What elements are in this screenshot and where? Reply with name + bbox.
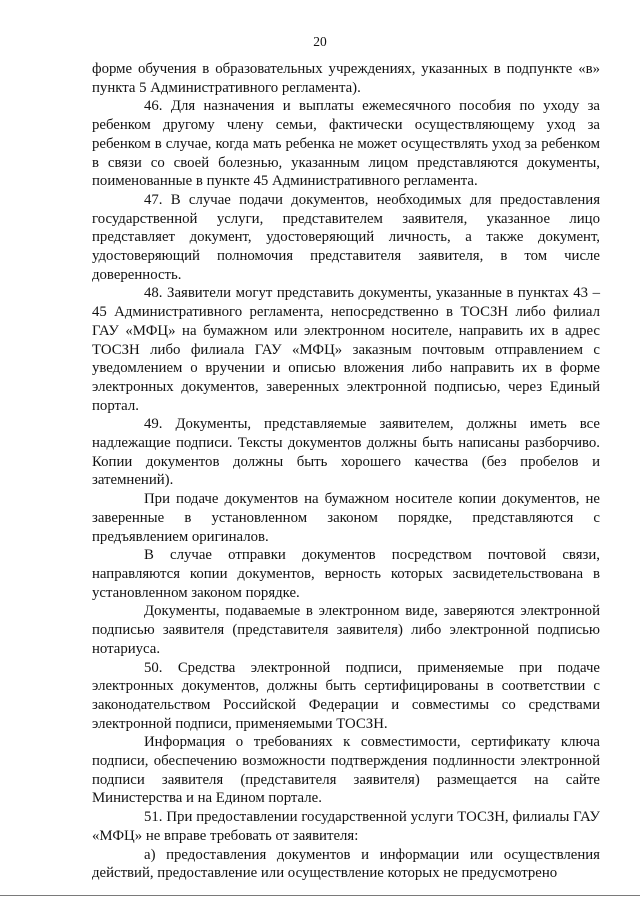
document-body (92, 60, 600, 883)
paragraph-49-postal: В случае отправки документов посредством почтовой связи, направляются копии документов, верность которых засвидетельствована в установленном законом порядке. (92, 547, 600, 601)
paragraph-49: 49. Документы, представляемые заявителем, должны иметь все надлежащие подписи. Тексты документов должны быть написаны разборчиво. Копии документов должны быть хорошего качества (без пробелов и затемнений). (92, 416, 600, 489)
page-bottom-edge (0, 895, 640, 896)
paragraph-50: 50. Средства электронной подписи, применяемые при подаче электронных документов, должны быть сертифицированы в соответствии с законодательством Российской Федерации и совместимы со средствами электронной подписи, применяемыми ТОСЗН. (92, 659, 600, 732)
page-number: 20 (313, 34, 327, 49)
paragraph-48: 48. Заявители могут представить документы, указанные в пунктах 43 – 45 Административного регламента, непосредственно в ТОСЗН либо филиал ГАУ «МФЦ» на бумажном или электронном носителе, направить их в адрес ТОСЗН либо филиала ГАУ «МФЦ» заказным почтовым отправлением с уведомлением о вручении и описью вложения либо направить их в форме электронных документов, заверенных электронной подписью, через Единый портал. (92, 285, 600, 414)
paragraph-47: 47. В случае подачи документов, необходимых для предоставления государственной услуги, представителем заявителя, указанное лицо представляет документ, удостоверяющий личность, а также документ, удостоверяющий полномочия представителя заявителя, в том числе доверенность. (92, 191, 600, 283)
paragraph-49-paper-copies: При подаче документов на бумажном носителе копии документов, не заверенные в установленном законом порядке, представляются с предъявлением оригиналов. (92, 491, 600, 545)
paragraph-51: 51. При предоставлении государственной услуги ТОСЗН, филиалы ГАУ «МФЦ» не вправе требовать от заявителя: (92, 809, 600, 844)
paragraph-46: 46. Для назначения и выплаты ежемесячного пособия по уходу за ребенком другому члену семьи, фактически осуществляющему уход за ребенком в случае, когда мать ребенка не может осуществлять уход за ребенком в связи со своей болезнью, указанным лицом представляются документы, поименованные в пункте 45 Административного регламента. (92, 98, 600, 190)
paragraph-49-electronic: Документы, подаваемые в электронном виде, заверяются электронной подписью заявителя (представителя заявителя) либо электронной подписью нотариуса. (92, 603, 600, 657)
paragraph-continuation: форме обучения в образовательных учреждениях, указанных в подпункте «в» пункта 5 Административного регламента). (92, 61, 600, 96)
paragraph-50-compatibility: Информация о требованиях к совместимости, сертификату ключа подписи, обеспечению возможности подтверждения подлинности электронной подписи заявителя (представителя заявителя) размещается на сайте Министерства и на Едином портале. (92, 734, 600, 807)
paragraph-51-item-a: а) предоставления документов и информации или осуществления действий, предоставление или осуществление которых не предусмотрено (92, 846, 600, 882)
